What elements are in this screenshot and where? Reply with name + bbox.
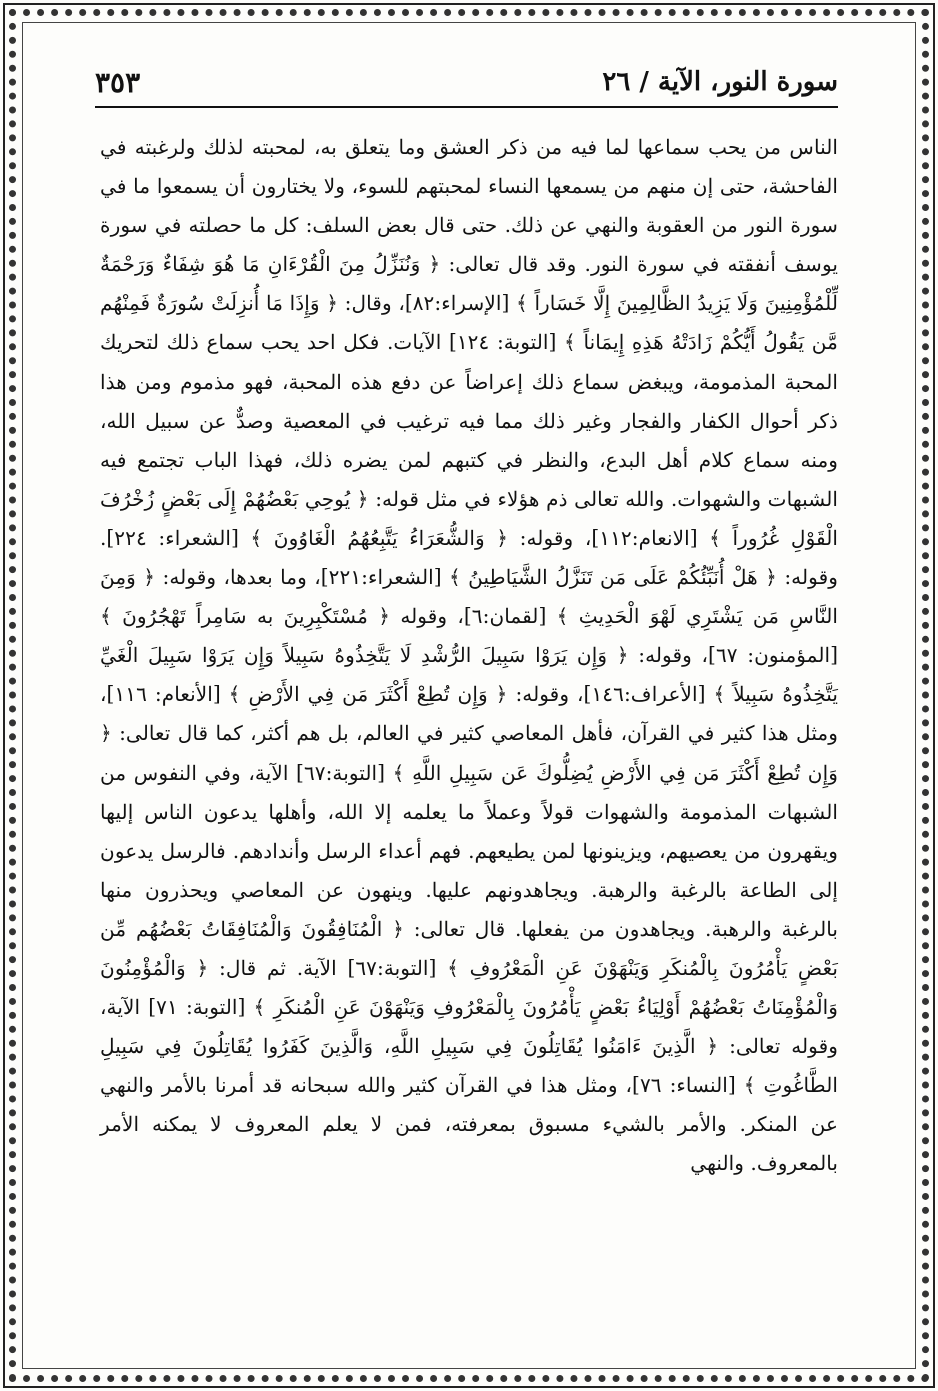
body-paragraph: الناس من يحب سماعها لما فيه من ذكر العشق وما يتعلق به، لمحبته لذلك ولرغبته في الفاحشة، حتى إن منهم من يسمعها النساء لمحبتهم للسوء، ولا يختارون أن يسمعوا ما في سورة النور من العقوبة والنهي عن ذلك. حتى قال بعض السلف: كل ما حصلته في سورة يوسف أنفقته في سورة النور. وقد قال تعالى: ﴿ وَنُنَزِّلُ مِنَ الْقُرْءَانِ مَا هُوَ شِفَاءٌ وَرَحْمَةٌ لِّلْمُؤْمِنِينَ وَلَا يَزِيدُ الظَّالِمِينَ إِلَّا خَسَاراً ﴾ [الإسراء:٨٢]، وقال: ﴿ وَإِذَا مَا أُنزِلَتْ سُورَةٌ فَمِنْهُم مَّن يَقُولُ أَيُّكُمْ زَادَتْهُ هَذِهِ إِيمَاناً ﴾ [التوبة: ١٢٤] الآيات. فكل احد يحب سماع ذلك لتحريك المحبة المذمومة، ويبغض سماع ذلك إعراضاً عن دفع هذه المحبة، فهو مذموم ومن هذا ذكر أحوال الكفار والفجار وغير ذلك مما فيه ترغيب في المعصية وصدٌّ عن سبيل الله، ومنه سماع كلام أهل البدع، والنظر في كتبهم لمن يضره ذلك، فهذا الباب تجتمع فيه الشبهات والشهوات. والله تعالى ذم هؤلاء في مثل قوله: ﴿ يُوحِي بَعْضُهُمْ إِلَى بَعْضٍ زُخْرُفَ الْقَوْلِ غُرُوراً ﴾ [الانعام:١١٢]، وقوله: ﴿ وَالشُّعَرَاءُ يَتَّبِعُهُمُ الْغَاوُونَ ﴾ [الشعراء: ٢٢٤]. وقوله: ﴿ هَلْ أُنَبِّئُكُمْ عَلَى مَن تَنَزَّلُ الشَّيَاطِينُ ﴾ [الشعراء:٢٢١]، وما بعدها، وقوله: ﴿ وَمِنَ النَّاسِ مَن يَشْتَرِي لَهْوَ الْحَدِيثِ ﴾ [لقمان:٦]، وقوله ﴿ مُسْتَكْبِرِينَ به سَامِراً تَهْجُرُونَ ﴾ [المؤمنون: ٦٧]، وقوله: ﴿ وَإِن يَرَوْا سَبِيلَ الرُّشْدِ لَا يَتَّخِذُوهُ سَبِيلاً وَإِن يَرَوْا سَبِيلَ الْغَيِّ يَتَّخِذُوهُ سَبِيلاً ﴾ [الأعراف:١٤٦]، وقوله: ﴿ وَإِن تُطِعْ أَكْثَرَ مَن فِي الأَرْضِ ﴾ [الأنعام: ١١٦]، ومثل هذا كثير في القرآن، فأهل المعاصي كثير في العالم، بل هم أكثر، كما قال تعالى: ﴿ وَإِن تُطِعْ أَكْثَرَ مَن فِي الأَرْضِ يُضِلُّوكَ عَن سَبِيلِ اللَّهِ ﴾ [التوبة:٦٧] الآية، وفي النفوس من الشبهات المذمومة والشهوات قولاً وعملاً ما يعلمه إلا الله، وأهلها يدعون الناس إليها ويقهرون من يعصيهم، ويزينونها لمن يطيعهم. فهم أعداء الرسل وأندادهم. فالرسل يدعون إلى الطاعة بالرغبة والرهبة. ويجاهدونهم عليها. وينهون عن المعاصي ويحذرون منها بالرغبة والرهبة. ويجاهدون من يفعلها. قال تعالى: ﴿ الْمُنَافِقُونَ وَالْمُنَافِقَاتُ بَعْضُهُم مِّن بَعْضٍ يَأْمُرُونَ بِالْمُنكَرِ وَيَنْهَوْنَ عَنِ الْمَعْرُوفِ ﴾ [التوبة:٦٧] الآية. ثم قال: ﴿ وَالْمُؤْمِنُونَ وَالْمُؤْمِنَاتُ بَعْضُهُمْ أَوْلِيَاءُ بَعْضٍ يَأْمُرُونَ بِالْمَعْرُوفِ وَيَنْهَوْنَ عَنِ الْمُنكَرِ ﴾ [التوبة: ٧١] الآية، وقوله تعالى: ﴿ الَّذِينَ ءَامَنُوا يُقَاتِلُونَ فِي سَبِيلِ اللَّهِ، وَالَّذِينَ كَفَرُوا يُقَاتِلُونَ فِي سَبِيلِ الطَّاغُوتِ ﴾ [النساء: ٧٦]، ومثل هذا في القرآن كثير والله سبحانه قد أمرنا بالأمر والنهي عن المنكر. والأمر بالشيء مسبوق بمعرفته، فمن لا يعلم المعروف لا يمكنه الأمر بالمعروف. والنهي bbox=[100, 135, 838, 1176]
header-rule bbox=[95, 106, 838, 108]
running-title: سورة النور، الآية / ٢٦ bbox=[602, 67, 838, 97]
body-text bbox=[100, 128, 838, 1336]
page-number: ٣٥٣ bbox=[95, 65, 141, 99]
page-header bbox=[95, 62, 838, 102]
